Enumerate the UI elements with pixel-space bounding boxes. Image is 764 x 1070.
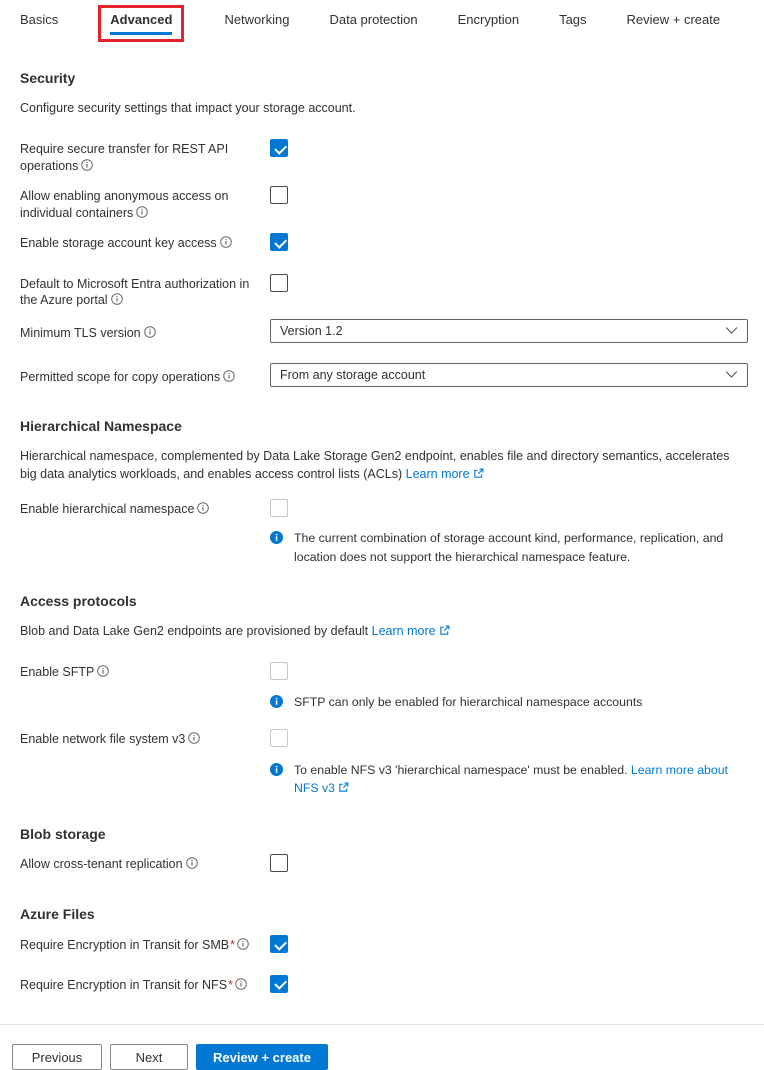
info-filled-icon [270,763,283,779]
enable-nfs-v3-checkbox [270,729,288,747]
access-protocols-description: Blob and Data Lake Gen2 endpoints are provisioned by default Learn more [20,622,748,641]
enable-hierarchical-namespace-label: Enable hierarchical namespace [20,499,270,519]
review-create-button[interactable]: Review + create [196,1044,328,1070]
next-button[interactable]: Next [110,1044,188,1070]
row-nfs-encryption [20,975,748,995]
required-asterisk: * [228,977,233,992]
copy-scope-value: From any storage account [280,367,426,382]
min-tls-label: Minimum TLS version [20,319,270,343]
cross-tenant-replication-checkbox[interactable] [270,854,288,872]
blob-storage-heading: Blob storage [20,825,106,842]
anonymous-access-checkbox[interactable] [270,186,288,204]
row-require-secure-transfer [20,139,748,175]
anonymous-access-label: Allow enabling anonymous access on individual containers [20,186,270,222]
row-min-tls [20,319,748,343]
entra-authorization-label: Default to Microsoft Entra authorization in the Azure portal [20,274,270,310]
row-enable-nfs-v3 [20,729,748,749]
info-icon[interactable] [220,236,232,253]
info-icon[interactable] [81,159,93,176]
required-asterisk: * [230,938,235,953]
nfs-v3-info [270,761,748,799]
nfs-encryption-label: Require Encryption in Transit for NFS* [20,975,270,995]
row-cross-tenant-replication [20,854,748,874]
external-link-icon [439,625,450,639]
row-smb-encryption [20,935,748,955]
security-description: Configure security settings that impact your storage account. [20,101,356,115]
access-protocols-heading: Access protocols [20,593,137,610]
hierarchical-namespace-info [270,529,748,566]
info-icon[interactable] [197,502,209,519]
external-link-icon [338,782,349,796]
security-heading: Security [20,70,76,86]
copy-scope-dropdown[interactable] [270,363,748,387]
require-secure-transfer-label: Require secure transfer for REST API operations [20,139,270,175]
cross-tenant-replication-label: Allow cross-tenant replication [20,854,270,874]
key-access-label: Enable storage account key access [20,233,270,253]
info-filled-icon [270,531,283,547]
row-copy-scope [20,363,748,387]
external-link-icon [473,468,484,482]
chevron-down-icon [725,368,738,382]
sftp-info [270,693,748,711]
smb-encryption-label: Require Encryption in Transit for SMB* [20,935,270,955]
row-enable-hierarchical-namespace [20,499,748,519]
enable-sftp-label: Enable SFTP [20,662,270,682]
previous-button[interactable]: Previous [12,1044,102,1070]
row-anonymous-access [20,186,748,222]
hierarchical-namespace-info-text: The current combination of storage account kind, performance, replication, and location does not support the hierarchical namespace feature. [294,531,724,564]
enable-nfs-v3-label: Enable network file system v3 [20,729,270,749]
info-icon[interactable] [188,732,200,749]
smb-encryption-checkbox[interactable] [270,935,288,953]
info-icon[interactable] [136,206,148,223]
nfs-encryption-checkbox[interactable] [270,975,288,993]
key-access-checkbox[interactable] [270,233,288,251]
tab-encryption[interactable]: Encryption [457,12,520,27]
azure-files-heading: Azure Files [20,906,95,923]
chevron-down-icon [725,324,738,338]
wizard-tabbar [0,0,764,45]
enable-sftp-checkbox [270,662,288,680]
tab-networking[interactable]: Networking [224,12,290,27]
min-tls-value: Version 1.2 [280,323,343,338]
nfs-v3-info-text: To enable NFS v3 'hierarchical namespace' must be enabled. Learn more about NFS v3 [294,762,728,796]
info-icon[interactable] [144,326,156,343]
tab-tags[interactable]: Tags [559,12,587,27]
wizard-footer [0,1025,764,1070]
tab-review-create[interactable]: Review + create [626,12,721,27]
info-icon[interactable] [186,857,198,874]
copy-scope-label: Permitted scope for copy operations [20,363,270,387]
tab-data-protection[interactable]: Data protection [329,12,418,27]
info-icon[interactable] [237,938,249,955]
row-enable-sftp [20,662,748,682]
row-entra-authorization [20,274,748,310]
tab-basics[interactable]: Basics [20,12,59,27]
selected-tab-underline [110,32,172,35]
tab-advanced[interactable]: Advanced [110,12,173,27]
advanced-tab-highlight-box [98,5,184,42]
require-secure-transfer-checkbox[interactable] [270,139,288,157]
row-key-access [20,233,748,253]
nfs-v3-learn-more-link[interactable]: Learn more about NFS v3 [294,762,728,796]
info-icon[interactable] [235,978,247,995]
entra-authorization-checkbox[interactable] [270,274,288,292]
hierarchical-namespace-heading: Hierarchical Namespace [20,417,182,434]
info-icon[interactable] [223,370,235,387]
enable-hierarchical-namespace-checkbox [270,499,288,517]
info-icon[interactable] [97,665,109,682]
sftp-info-text: SFTP can only be enabled for hierarchical namespace accounts [294,694,643,709]
hierarchical-learn-more-link[interactable]: Learn more [406,467,484,481]
info-icon[interactable] [111,293,123,310]
hierarchical-namespace-description: Hierarchical namespace, complemented by Data Lake Storage Gen2 endpoint, enables file and directory semantics, accelerates big data analytics workloads, and enables access control lists (ACLs) Learn more [20,448,730,481]
access-learn-more-link[interactable]: Learn more [372,624,450,638]
min-tls-dropdown[interactable] [270,319,748,343]
info-filled-icon [270,695,283,711]
